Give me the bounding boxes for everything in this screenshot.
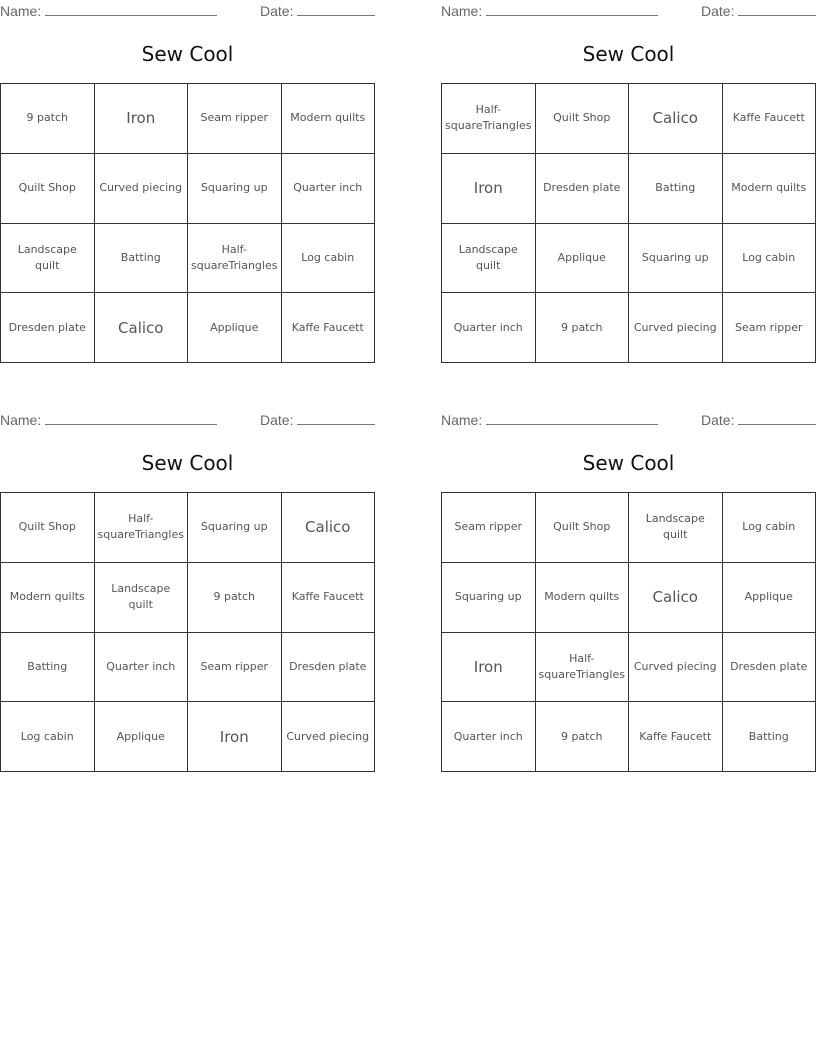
bingo-grid (0, 492, 375, 772)
bingo-card (0, 0, 375, 372)
bingo-cell: 9 patch (188, 563, 282, 633)
bingo-cell: Quilt Shop (1, 493, 95, 563)
date-label: Date: (260, 412, 294, 428)
bingo-cell: Iron (188, 702, 282, 772)
bingo-cell: Kaffe Faucett (629, 702, 723, 772)
bingo-cell: Seam ripper (188, 84, 282, 154)
bingo-cell: Landscape quilt (95, 563, 189, 633)
bingo-cell: Quilt Shop (536, 84, 630, 154)
bingo-cell: Dresden plate (1, 293, 95, 363)
bingo-cell: Applique (723, 563, 816, 633)
bingo-cell: Log cabin (723, 224, 816, 294)
name-label: Name: (441, 3, 483, 19)
name-label: Name: (0, 412, 42, 428)
date-field (260, 411, 375, 428)
bingo-cell: Quarter inch (95, 633, 189, 703)
bingo-cell: Seam ripper (723, 293, 816, 363)
bingo-cell: Modern quilts (723, 154, 816, 224)
bingo-cell: Iron (442, 154, 536, 224)
bingo-cell: Dresden plate (282, 633, 376, 703)
bingo-cell: Kaffe Faucett (282, 293, 376, 363)
date-label: Date: (701, 412, 735, 428)
bingo-cell: Log cabin (1, 702, 95, 772)
bingo-cell: Curved piecing (95, 154, 189, 224)
bingo-cell: Modern quilts (1, 563, 95, 633)
bingo-cell: Squaring up (629, 224, 723, 294)
bingo-cell: Squaring up (188, 493, 282, 563)
date-label: Date: (260, 3, 294, 19)
card-title: Sew Cool (582, 42, 675, 66)
name-field (441, 2, 658, 19)
bingo-grid (441, 83, 816, 363)
name-label: Name: (441, 412, 483, 428)
bingo-cell: 9 patch (536, 293, 630, 363)
bingo-cell: 9 patch (1, 84, 95, 154)
date-label: Date: (701, 3, 735, 19)
name-field (0, 2, 217, 19)
bingo-cell: Seam ripper (442, 493, 536, 563)
bingo-card (441, 0, 816, 372)
bingo-cell: Modern quilts (536, 563, 630, 633)
bingo-cell: Batting (723, 702, 816, 772)
bingo-cell: Kaffe Faucett (282, 563, 376, 633)
date-field (260, 2, 375, 19)
bingo-cell: Quarter inch (442, 702, 536, 772)
name-field (441, 411, 658, 428)
bingo-cell: Batting (95, 224, 189, 294)
bingo-cell: Half-squareTriangles (95, 493, 189, 563)
bingo-cell: Calico (629, 563, 723, 633)
bingo-cell: Quarter inch (442, 293, 536, 363)
bingo-cell: Calico (95, 293, 189, 363)
bingo-cell: Curved piecing (282, 702, 376, 772)
bingo-cell: Kaffe Faucett (723, 84, 816, 154)
bingo-cell: Landscape quilt (442, 224, 536, 294)
date-blank-line (738, 2, 816, 16)
bingo-cell: Modern quilts (282, 84, 376, 154)
date-blank-line (297, 411, 375, 425)
name-blank-line (45, 2, 217, 16)
bingo-cell: Squaring up (442, 563, 536, 633)
card-title: Sew Cool (582, 451, 675, 475)
bingo-cell: Curved piecing (629, 633, 723, 703)
bingo-card (0, 409, 375, 781)
date-blank-line (297, 2, 375, 16)
bingo-cell: Iron (442, 633, 536, 703)
bingo-cell: Dresden plate (723, 633, 816, 703)
bingo-cell: Calico (282, 493, 376, 563)
bingo-cell: Half-squareTriangles (536, 633, 630, 703)
date-field (701, 411, 816, 428)
name-blank-line (486, 411, 658, 425)
bingo-cell: Landscape quilt (629, 493, 723, 563)
bingo-cell: Log cabin (282, 224, 376, 294)
bingo-cell: Landscape quilt (1, 224, 95, 294)
bingo-cell: Curved piecing (629, 293, 723, 363)
bingo-cell: Half-squareTriangles (188, 224, 282, 294)
bingo-cell: Log cabin (723, 493, 816, 563)
card-title: Sew Cool (141, 42, 234, 66)
bingo-cell: Applique (536, 224, 630, 294)
date-field (701, 2, 816, 19)
bingo-cell: Seam ripper (188, 633, 282, 703)
bingo-cell: Quilt Shop (1, 154, 95, 224)
bingo-cell: Dresden plate (536, 154, 630, 224)
bingo-card (441, 409, 816, 781)
bingo-cell: Batting (1, 633, 95, 703)
name-label: Name: (0, 3, 42, 19)
card-title: Sew Cool (141, 451, 234, 475)
bingo-cell: Applique (95, 702, 189, 772)
bingo-cell: Squaring up (188, 154, 282, 224)
bingo-cell: Half-squareTriangles (442, 84, 536, 154)
bingo-cell: Quilt Shop (536, 493, 630, 563)
bingo-cell: Calico (629, 84, 723, 154)
date-blank-line (738, 411, 816, 425)
bingo-cell: 9 patch (536, 702, 630, 772)
bingo-grid (441, 492, 816, 772)
bingo-cell: Quarter inch (282, 154, 376, 224)
name-blank-line (45, 411, 217, 425)
bingo-cell: Batting (629, 154, 723, 224)
bingo-grid (0, 83, 375, 363)
name-blank-line (486, 2, 658, 16)
bingo-cell: Iron (95, 84, 189, 154)
bingo-cell: Applique (188, 293, 282, 363)
name-field (0, 411, 217, 428)
